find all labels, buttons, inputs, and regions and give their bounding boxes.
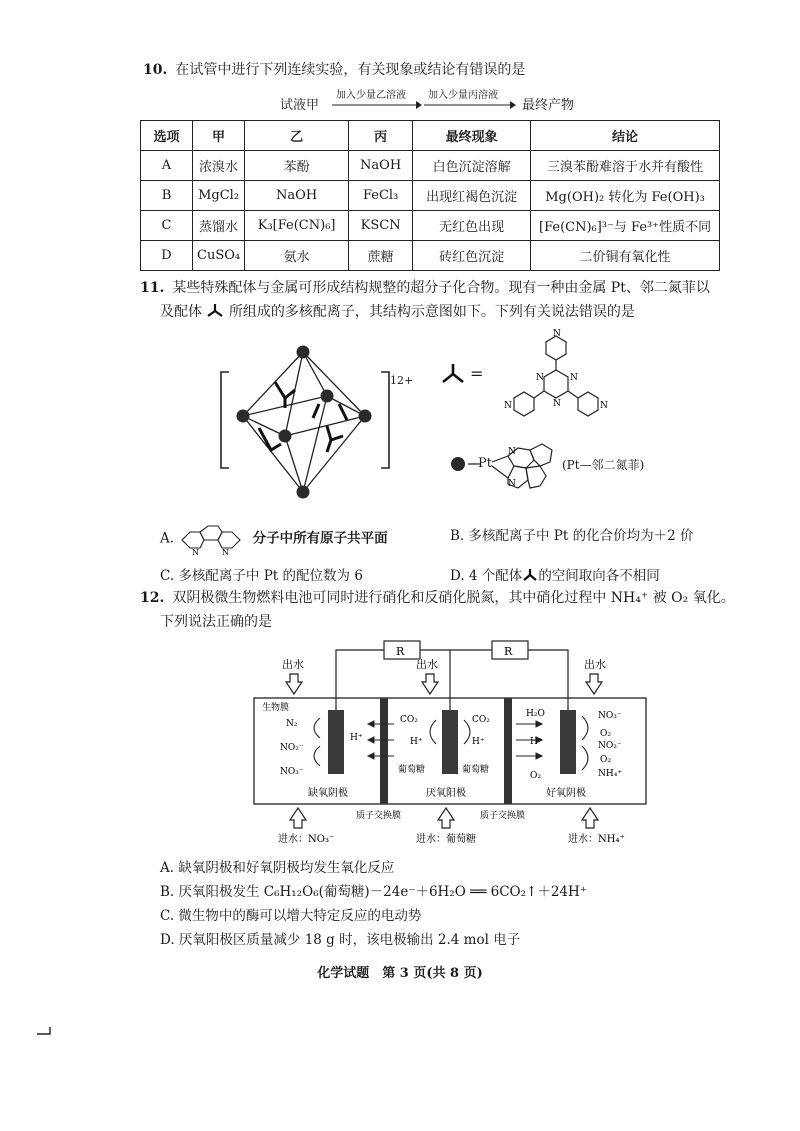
- q12-option-b: B. 厌氧阳极发生 C₆H₁₂O₆(葡萄糖)－24e⁻＋6H₂O ══ 6CO₂↑＋24H⁺: [160, 884, 587, 900]
- o2-label: O₂: [600, 729, 611, 739]
- q11-option-a: [160, 522, 388, 556]
- octahedral-cage-diagram: [215, 340, 405, 510]
- o2-label: O₂: [530, 771, 541, 781]
- table-header-row: [141, 121, 720, 151]
- table-cell: [Fe(CN)₆]³⁻与 Fe³⁺性质不同: [531, 211, 720, 241]
- table-cell: Mg(OH)₂ 转化为 Fe(OH)₃: [531, 181, 720, 211]
- equals-sign: =: [470, 364, 484, 383]
- q12-stem-line2: 下列说法正确的是: [160, 614, 272, 630]
- no2-label: NO₂⁻: [280, 743, 304, 753]
- no3-label: NO₃⁻: [598, 711, 622, 721]
- atom-N-label: N: [553, 399, 561, 409]
- fuel-cell-diagram: [250, 636, 650, 848]
- tripod-ligand-icon: [522, 568, 538, 582]
- atom-N-label: N: [536, 373, 544, 383]
- table-header: 丙: [349, 121, 413, 151]
- co2-label: CO₂: [400, 715, 418, 725]
- no3-label: NO₃⁻: [280, 767, 304, 777]
- biofilm-label: 生物膜: [262, 703, 290, 713]
- cathode1-label: 缺氧阴极: [308, 788, 348, 799]
- option-d-suffix: 的空间取向各不相同: [538, 568, 660, 584]
- atom-N-label: N: [508, 479, 516, 489]
- table-cell: K₃[Fe(CN)₆]: [245, 211, 349, 241]
- co2-label: CO₂: [472, 715, 490, 725]
- table-cell: D: [141, 241, 193, 271]
- q10-table: [140, 120, 720, 271]
- table-row: [141, 241, 720, 271]
- table-cell: 出现红褐色沉淀: [413, 181, 531, 211]
- n2-label: N₂: [286, 719, 298, 729]
- q11-stem2b: 所组成的多核配离子，其结构示意图如下。下列有关说法错误的是: [228, 304, 635, 320]
- flow-end: 最终产物: [522, 98, 575, 113]
- membrane-label: 质子交换膜: [356, 811, 402, 821]
- no2-label: NO₂⁻: [598, 741, 622, 751]
- triazine-ligand-structure: [486, 328, 626, 438]
- table-cell: MgCl₂: [193, 181, 245, 211]
- table-cell: CuSO₄: [193, 241, 245, 271]
- table-cell: 无红色出现: [413, 211, 531, 241]
- q11-stem1: 某些特殊配体与金属可形成结构规整的超分子化合物。现有一种由金属 Pt、邻二氮菲以: [172, 280, 710, 296]
- table-cell: NaOH: [245, 181, 349, 211]
- table-header: 最终现象: [413, 121, 531, 151]
- inflow-left-label: 进水：NO₃⁻: [278, 834, 335, 845]
- q11-option-d: [450, 564, 660, 584]
- o2-label: O₂: [600, 755, 611, 765]
- phenanthroline-structure: [178, 522, 248, 556]
- q10-flow: [280, 88, 610, 114]
- nh4-label: NH₄⁺: [598, 769, 623, 779]
- hplus-label: H⁺: [472, 737, 485, 747]
- flow-arrow1: [332, 100, 422, 110]
- table-cell: 苯酚: [245, 151, 349, 181]
- table-row: [141, 151, 720, 181]
- option-prefix: A.: [160, 530, 175, 547]
- q10-number: 10.: [143, 62, 168, 78]
- table-cell: 三溴苯酚难溶于水并有酸性: [531, 151, 720, 181]
- table-cell: A: [141, 151, 193, 181]
- water-out-label: 出水: [282, 658, 304, 671]
- cathode2-label: 好氧阴极: [546, 788, 586, 799]
- table-cell: KSCN: [349, 211, 413, 241]
- atom-N-label: N: [600, 401, 608, 411]
- flow-arrow2: [424, 100, 516, 110]
- q12-option-c: C. 微生物中的酶可以增大特定反应的电动势: [160, 908, 422, 924]
- atom-N-label: N: [504, 401, 512, 411]
- table-header: 甲: [193, 121, 245, 151]
- water-out-label: 出水: [584, 658, 606, 671]
- cage-charge: 12+: [390, 374, 414, 387]
- pt-phen-note: (Pt—邻二氮菲): [562, 458, 645, 472]
- table-cell: 蔗糖: [349, 241, 413, 271]
- resistor-label: R: [396, 645, 405, 658]
- q11-stem-line2: [160, 302, 635, 322]
- q11-stem-line1: [140, 278, 710, 298]
- atom-N-label: N: [192, 548, 200, 556]
- inflow-mid-label: 进水：葡萄糖: [416, 834, 476, 845]
- tripod-ligand-symbol: [440, 362, 466, 386]
- table-header: 乙: [245, 121, 349, 151]
- q12-stem-line1: [140, 588, 735, 608]
- table-cell: 白色沉淀溶解: [413, 151, 531, 181]
- option-a-text: 分子中所有原子共平面: [252, 530, 388, 547]
- option-d-prefix: D. 4 个配体: [450, 568, 523, 584]
- anode-label: 厌氧阳极: [426, 788, 466, 799]
- hplus-label: H⁺: [350, 733, 363, 743]
- q12-option-a: A. 缺氧阴极和好氧阴极均发生氧化反应: [160, 860, 395, 876]
- membrane-label: 质子交换膜: [480, 811, 526, 821]
- q12-stem1: 双阴极微生物燃料电池可同时进行硝化和反硝化脱氮，其中硝化过程中 NH₄⁺ 被 O₂ 氧化。: [172, 590, 735, 606]
- q12-option-d: D. 厌氧阳极区质量减少 18 g 时，该电极输出 2.4 mol 电子: [160, 932, 521, 948]
- table-cell: 砖红色沉淀: [413, 241, 531, 271]
- glucose-label: 葡萄糖: [398, 765, 426, 775]
- q10-stem: 在试管中进行下列连续实验，有关现象或结论有错误的是: [175, 62, 526, 78]
- corner-mark: [36, 1026, 52, 1036]
- q11-option-b: B. 多核配离子中 Pt 的化合价均为＋2 价: [450, 528, 694, 544]
- table-cell: C: [141, 211, 193, 241]
- atom-N-label: N: [508, 447, 516, 457]
- q10-stem-line: [143, 60, 525, 80]
- hplus-label: H⁺: [410, 737, 423, 747]
- table-row: [141, 211, 720, 241]
- table-cell: 氨水: [245, 241, 349, 271]
- table-header: 结论: [531, 121, 720, 151]
- atom-N-label: N: [570, 373, 578, 383]
- pt-phen-structure: [446, 430, 566, 500]
- table-row: [141, 181, 720, 211]
- table-cell: 蒸馏水: [193, 211, 245, 241]
- table-cell: NaOH: [349, 151, 413, 181]
- table-cell: B: [141, 181, 193, 211]
- inflow-right-label: 进水：NH₄⁺: [568, 834, 625, 845]
- table-cell: 二价铜有氧化性: [531, 241, 720, 271]
- table-cell: FeCl₃: [349, 181, 413, 211]
- flow-start: 试液甲: [280, 98, 320, 113]
- page-footer: 化学试题 第 3 页(共 8 页): [317, 966, 483, 981]
- flow-arrow2-label: 加入少量丙溶液: [428, 90, 498, 101]
- atom-N-label: N: [222, 548, 230, 556]
- pt-label: Pt: [478, 456, 492, 471]
- table-cell: 浓溴水: [193, 151, 245, 181]
- q11-stem2a: 及配体: [160, 304, 202, 320]
- q11-option-c: C. 多核配离子中 Pt 的配位数为 6: [160, 568, 363, 584]
- glucose-label: 葡萄糖: [462, 765, 490, 775]
- hplus-label: H⁺: [530, 737, 543, 747]
- resistor-label: R: [504, 645, 513, 658]
- table-header: 选项: [141, 121, 193, 151]
- tripod-ligand-icon: [206, 302, 224, 318]
- atom-N-label: N: [553, 329, 561, 339]
- q11-number: 11.: [140, 280, 165, 296]
- q12-number: 12.: [140, 590, 165, 606]
- water-out-label: 出水: [416, 658, 438, 671]
- h2o-label: H₂O: [526, 709, 545, 719]
- flow-arrow1-label: 加入少量乙溶液: [336, 90, 406, 101]
